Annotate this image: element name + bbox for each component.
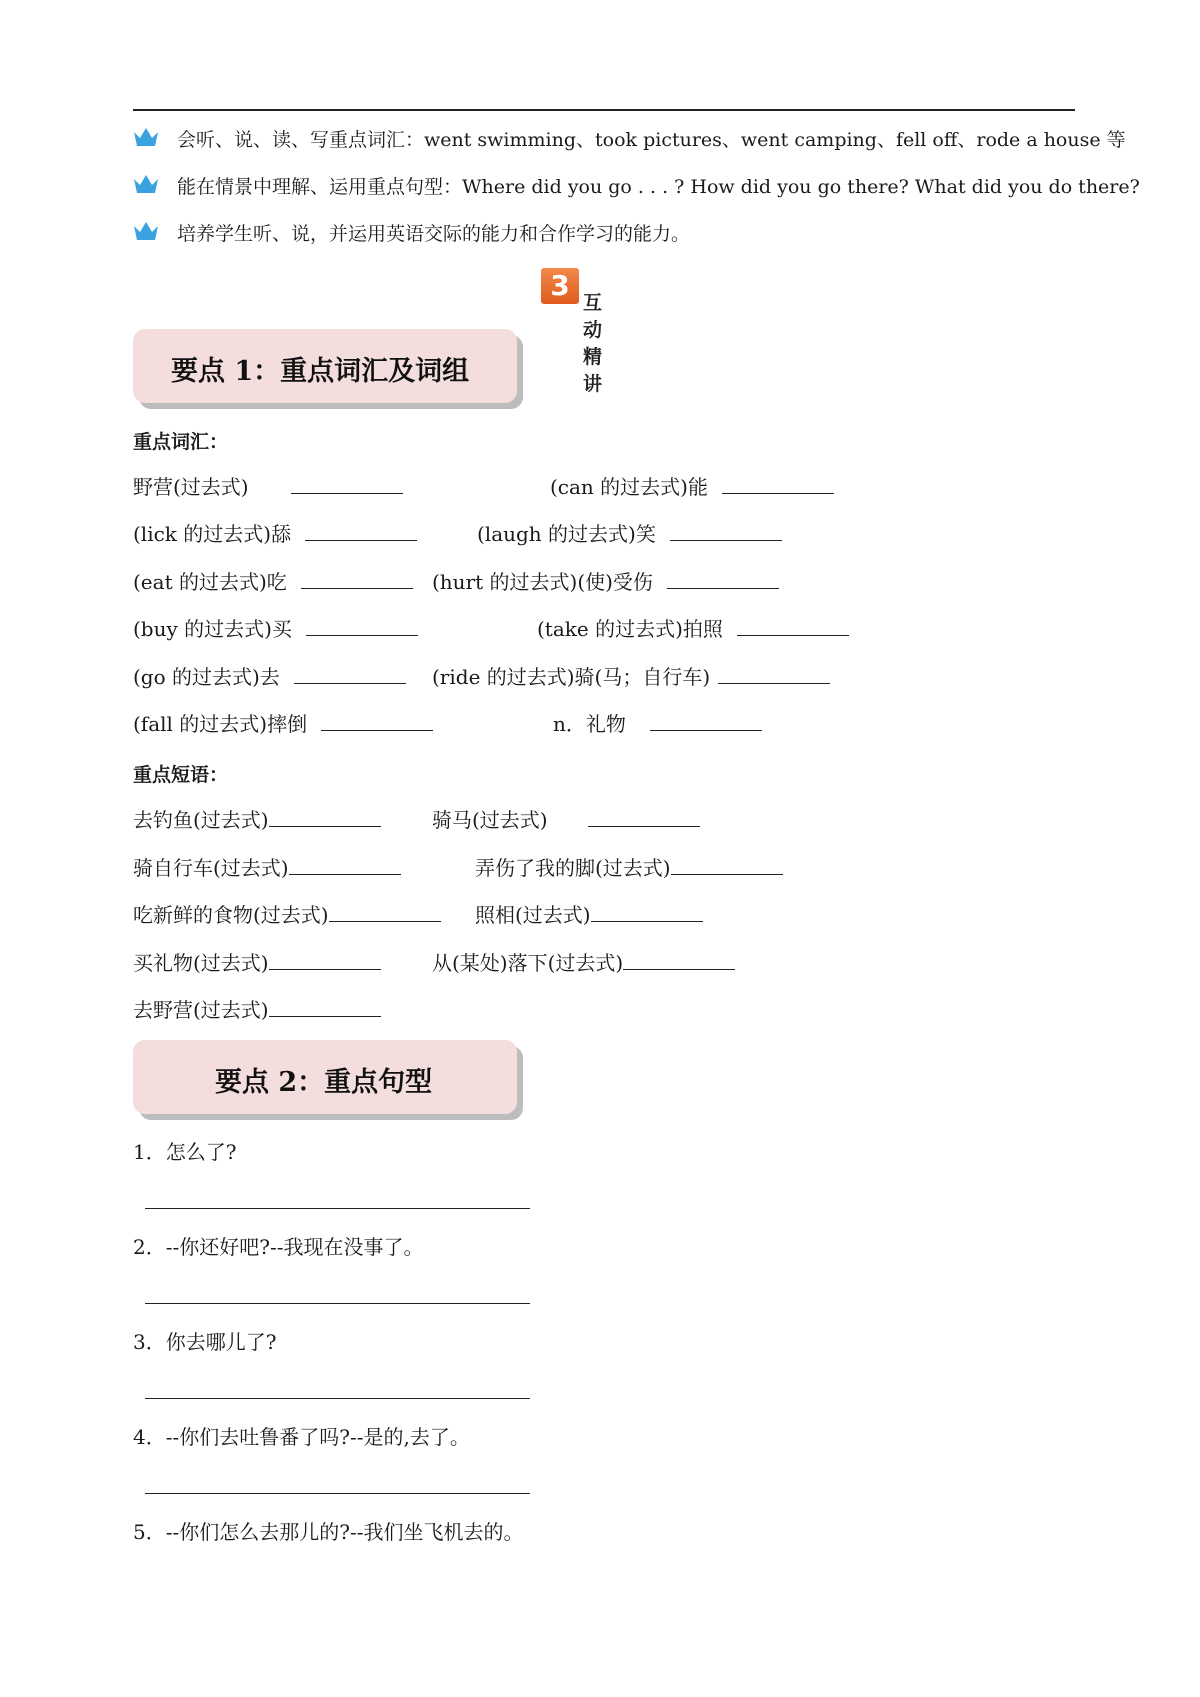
answer-blank[interactable] [269,825,381,827]
phrase-item: 去野营(过去式) [133,997,381,1023]
phrase-item: 吃新鲜的食物(过去式) [133,902,441,928]
vocab-item: (hurt 的过去式)(使)受伤 [432,569,779,595]
sentence-prompt: 3．你去哪儿了? [133,1330,277,1354]
sentence-prompt: 2．--你还好吧?--我现在没事了。 [133,1235,424,1259]
vocab-item: 野营(过去式) [133,474,403,500]
answer-blank[interactable] [737,634,849,636]
answer-blank[interactable] [623,968,735,970]
answer-blank[interactable] [722,492,834,494]
vocab-item: (take 的过去式)拍照 [537,616,849,642]
answer-line[interactable] [145,1303,530,1304]
crown-icon [133,220,159,242]
vocab-item: (can 的过去式)能 [550,474,834,500]
key-point-2-banner [133,1040,517,1114]
vocab-item: (ride 的过去式)骑(马；自行车) [432,664,830,690]
phrase-item: 买礼物(过去式) [133,950,381,976]
answer-blank[interactable] [591,920,703,922]
sentence-prompt: 4．--你们去吐鲁番了吗?--是的,去了。 [133,1425,470,1449]
key-point-2-title: 要点 2：重点句型 [215,1067,433,1098]
answer-blank[interactable] [667,587,779,589]
answer-blank[interactable] [588,825,700,827]
answer-line[interactable] [145,1208,530,1209]
answer-blank[interactable] [670,539,782,541]
objective-text: 会听、说、读、写重点词汇：went swimming、took pictures、went camping、fell off、rode a house 等 [177,129,1126,151]
vocab-item: n．礼物 [553,711,762,737]
key-point-1-title: 要点 1：重点词汇及词组 [171,356,470,387]
answer-blank[interactable] [671,873,783,875]
phrase-item: 去钓鱼(过去式) [133,807,381,833]
answer-blank[interactable] [305,539,417,541]
answer-blank[interactable] [329,920,441,922]
section-number-badge: 3 [541,268,579,304]
vocab-item: (eat 的过去式)吃 [133,569,413,595]
answer-blank[interactable] [321,729,433,731]
crown-icon [133,126,159,148]
sentence-prompt: 5．--你们怎么去那儿的?--我们坐飞机去的。 [133,1520,524,1544]
answer-blank[interactable] [718,682,830,684]
objective-text: 能在情景中理解、运用重点句型：Where did you go . . . ? How did you go there? What did you do there? [177,176,1140,198]
answer-blank[interactable] [291,492,403,494]
answer-blank[interactable] [301,587,413,589]
crown-icon [133,173,159,195]
answer-line[interactable] [145,1493,530,1494]
objective-text: 培养学生听、说，并运用英语交际的能力和合作学习的能力。 [177,223,691,245]
top-rule [133,109,1075,111]
vocab-item: (go 的过去式)去 [133,664,406,690]
vocab-item: (laugh 的过去式)笑 [477,521,782,547]
phrase-item: 骑马(过去式) [432,807,700,833]
vocab-item: (buy 的过去式)买 [133,616,418,642]
phrase-item: 弄伤了我的脚(过去式) [475,855,783,881]
phrase-item: 骑自行车(过去式) [133,855,401,881]
answer-blank[interactable] [306,634,418,636]
phrases-heading: 重点短语： [133,764,229,786]
key-point-1-banner [133,329,517,403]
phrase-item: 照相(过去式) [475,902,703,928]
answer-blank[interactable] [269,968,381,970]
sentence-prompt: 1．怎么了? [133,1140,237,1164]
answer-blank[interactable] [289,873,401,875]
answer-blank[interactable] [650,729,762,731]
vocab-item: (lick 的过去式)舔 [133,521,417,547]
answer-line[interactable] [145,1398,530,1399]
phrase-item: 从(某处)落下(过去式) [432,950,735,976]
section-label: 互动精讲 [583,292,603,395]
answer-blank[interactable] [269,1015,381,1017]
vocab-heading: 重点词汇： [133,431,229,453]
answer-blank[interactable] [294,682,406,684]
vocab-item: (fall 的过去式)摔倒 [133,711,433,737]
